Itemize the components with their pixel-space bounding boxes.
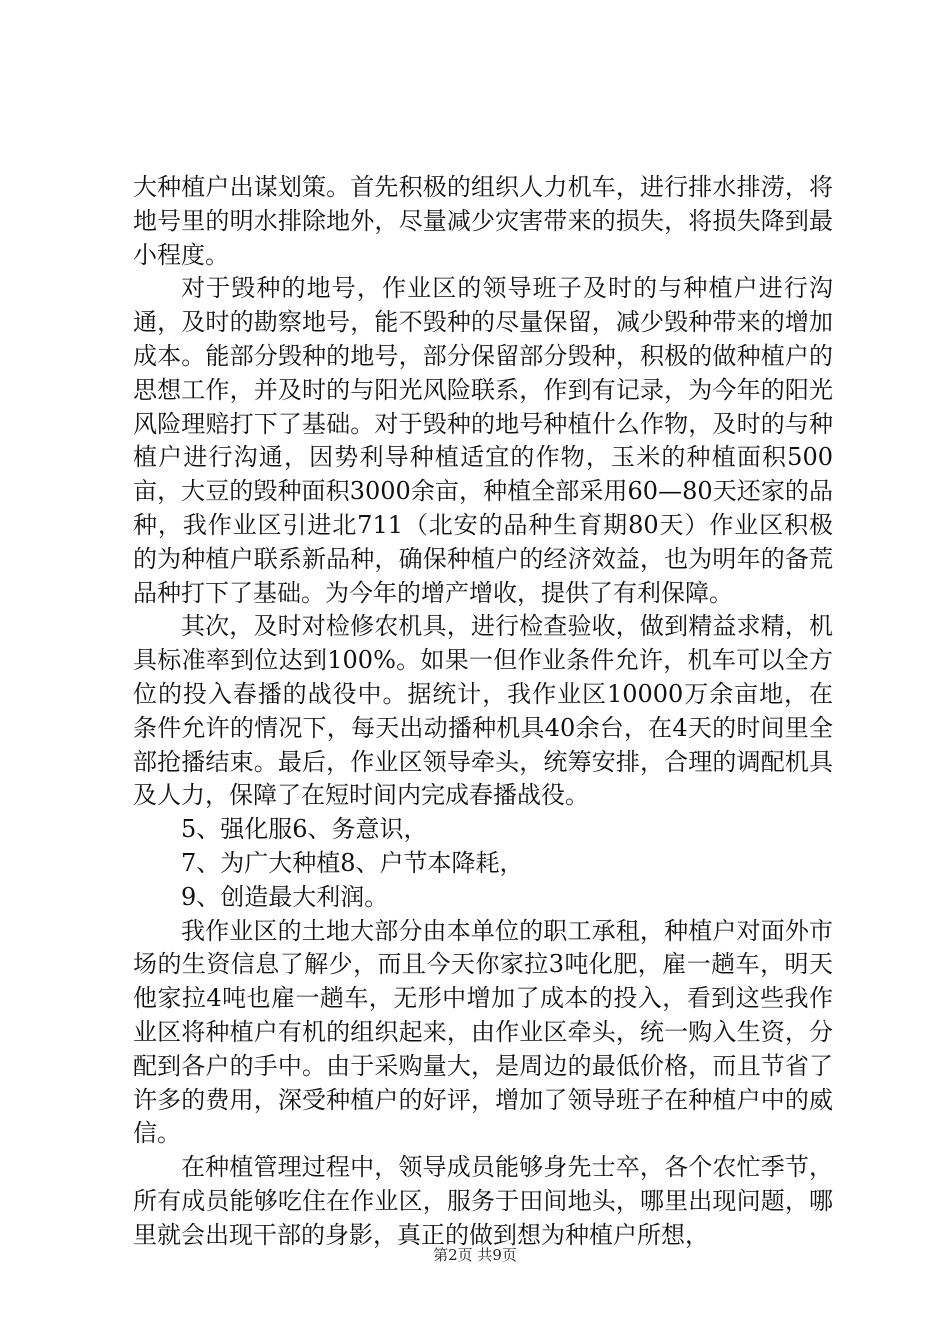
paragraph-3: 其次，及时对检修农机具，进行检查验收，做到精益求精，机具标准率到位达到100%。如果一但作业条件允许，机车可以全方位的投入春播的战役中。据统计，我作业区10000万余亩地，在条件允许的情况下，每天出动播种机具40余台，在4天的时间里全部抢播结束。最后，作业区领导牵头，统筹安排，合理的调配机具及人力，保障了在短时间内完成春播战役。: [133, 612, 833, 810]
document-body: [133, 171, 833, 1253]
page-footer: 第2页 共9页: [433, 1246, 517, 1264]
paragraph-1: 大种植户出谋划策。首先积极的组织人力机车，进行排水排涝，将地号里的明水排除地外，尽量减少灾害带来的损失，将损失降到最小程度。: [133, 173, 833, 269]
paragraph-4: 我作业区的土地大部分由本单位的职工承租，种植户对面外市场的生资信息了解少，而且今天你家拉3吨化肥，雇一趟车，明天他家拉4吨也雇一趟车，无形中增加了成本的投入，看到这些我作业区将种植户有机的组织起来，由作业区牵头，统一购入生资，分配到各户的手中。由于采购量大，是周边的最低价格，而且节省了许多的费用，深受种植户的好评，增加了领导班子在种植户中的威信。: [133, 916, 833, 1148]
paragraph-2: 对于毁种的地号，作业区的领导班子及时的与种植户进行沟通，及时的勘察地号，能不毁种的尽量保留，减少毁种带来的增加成本。能部分毁种的地号，部分保留部分毁种，积极的做种植户的思想工作，并及时的与阳光风险联系，作到有记录，为今年的阳光风险理赔打下了基础。对于毁种的地号种植什么作物，及时的与种植户进行沟通，因势利导种植适宜的作物，玉米的种植面积500亩，大豆的毁种面积3000余亩，种植全部采用60—80天还家的品种，我作业区引进北711（北安的品种生育期80天）作业区积极的为种植户联系新品种，确保种植户的经济效益，也为明年的备荒品种打下了基础。为今年的增产增收，提供了有利保障。: [133, 274, 833, 607]
list-item-9: 9、创造最大利润。: [181, 882, 389, 911]
paragraph-5: 在种植管理过程中，领导成员能够身先士卒，各个农忙季节，所有成员能够吃住在作业区，服务于田间地头，哪里出现问题，哪里就会出现干部的身影，真正的做到想为种植户所想，: [133, 1153, 833, 1249]
list-item-7: 7、为广大种植8、户节本降耗，: [181, 848, 524, 877]
list-item-5: 5、强化服6、务意识，: [181, 815, 428, 844]
